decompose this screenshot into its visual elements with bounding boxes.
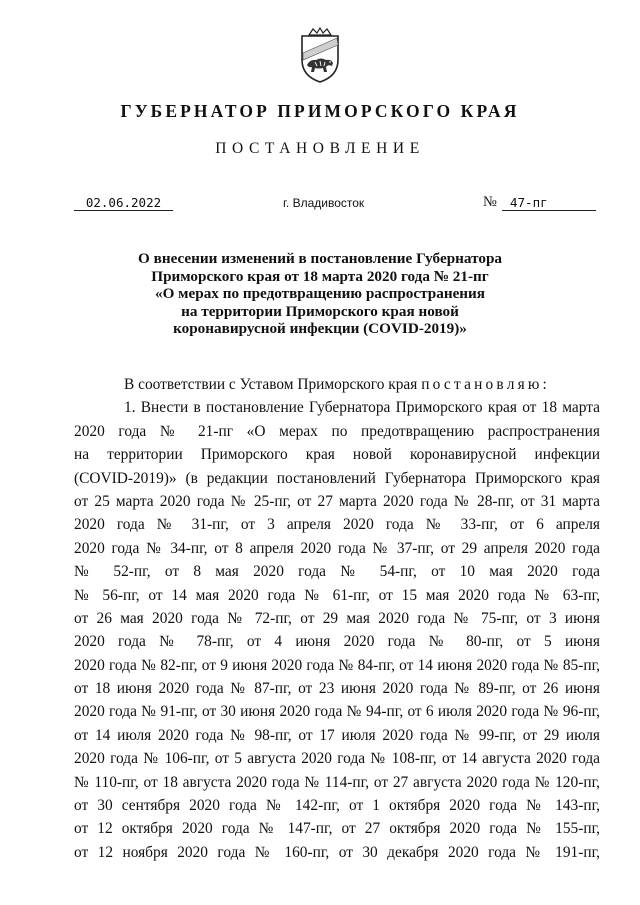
body-line: 1. Внести в постановление Губернатора Приморского края от 18 марта	[124, 399, 600, 417]
title-line: О внесении изменений в постановление Губернатора	[138, 250, 502, 267]
body-line: от 30 сентября 2020 года № 142-пг, от 1 октября 2020 года № 143-пг,	[74, 797, 600, 815]
body-line: от 12 ноября 2020 года № 160-пг, от 30 декабря 2020 года № 191-пг,	[74, 843, 600, 861]
body-line: 2020 года № 78-пг, от 4 июня 2020 года № 80-пг, от 5 июня	[74, 633, 600, 651]
body-line: от 25 марта 2020 года № 25-пг, от 27 марта 2020 года № 28-пг, от 31 марта	[74, 492, 600, 510]
body-line: от 14 июля 2020 года № 98-пг, от 17 июля 2020 года № 99-пг, от 29 июля	[74, 726, 600, 744]
body-line: № 52-пг, от 8 мая 2020 года № 54-пг, от 10 мая 2020 года	[74, 563, 600, 581]
body-line: 2020 года № 106-пг, от 5 августа 2020 года № 108-пг, от 14 августа 2020 года	[74, 750, 600, 768]
title-line: коронавирусной инфекции (COVID-2019)»	[173, 320, 467, 337]
body-line: от 12 октября 2020 года № 147-пг, от 27 октября 2020 года № 155-пг,	[74, 820, 600, 838]
document-title	[0, 250, 640, 338]
body-line: 2020 года № 21-пг «О мерах по предотвращению распространения	[74, 422, 600, 440]
body-line: № 56-пг, от 14 мая 2020 года № 61-пг, от 15 мая 2020 года № 63-пг,	[74, 586, 600, 604]
body-line: на территории Приморского края новой коронавирусной инфекции	[74, 446, 600, 464]
document-number: 47-пг	[502, 195, 596, 211]
title-line: Приморского края от 18 марта 2020 года № 21-пг	[151, 267, 489, 285]
document-type: ПОСТАНОВЛЕНИЕ	[215, 140, 425, 157]
issuing-authority: ГУБЕРНАТОР ПРИМОРСКОГО КРАЯ	[120, 101, 520, 121]
number-label: №	[483, 194, 497, 210]
body-line: от 18 июня 2020 года № 87-пг, от 23 июня 2020 года № 89-пг, от 26 июня	[74, 680, 600, 698]
title-line: на территории Приморского края новой	[181, 302, 459, 320]
body-line: 2020 года № 91-пг, от 30 июня 2020 года № 94-пг, от 6 июля 2020 года № 96-пг,	[74, 703, 600, 721]
preamble	[74, 373, 600, 396]
body-line: 2020 года № 34-пг, от 8 апреля 2020 года № 37-пг, от 29 апреля 2020 года	[74, 539, 600, 557]
body-line: 2020 года № 82-пг, от 9 июня 2020 года № 84-пг, от 14 июня 2020 года № 85-пг,	[74, 656, 600, 674]
body-line: 2020 года № 31-пг, от 3 апреля 2020 года № 33-пг, от 6 апреля	[74, 516, 600, 534]
title-line: «О мерах по предотвращению распространения	[154, 285, 486, 302]
body-line: (COVID-2019)» (в редакции постановлений Губернатора Приморского края	[74, 469, 600, 487]
body-line: № 110-пг, от 18 августа 2020 года № 114-пг, от 27 августа 2020 года № 120-пг,	[74, 773, 600, 791]
body-line: от 26 мая 2020 года № 72-пг, от 29 мая 2020 года № 75-пг, от 3 июня	[74, 609, 600, 627]
document-date: 02.06.2022	[74, 195, 173, 211]
preamble-text: В соответствии с Уставом Приморского края	[124, 376, 418, 393]
document-city: г. Владивосток	[283, 196, 365, 210]
coat-of-arms-icon	[297, 26, 343, 84]
preamble-decree-word: постановляю:	[421, 376, 551, 393]
document-body	[74, 373, 600, 864]
